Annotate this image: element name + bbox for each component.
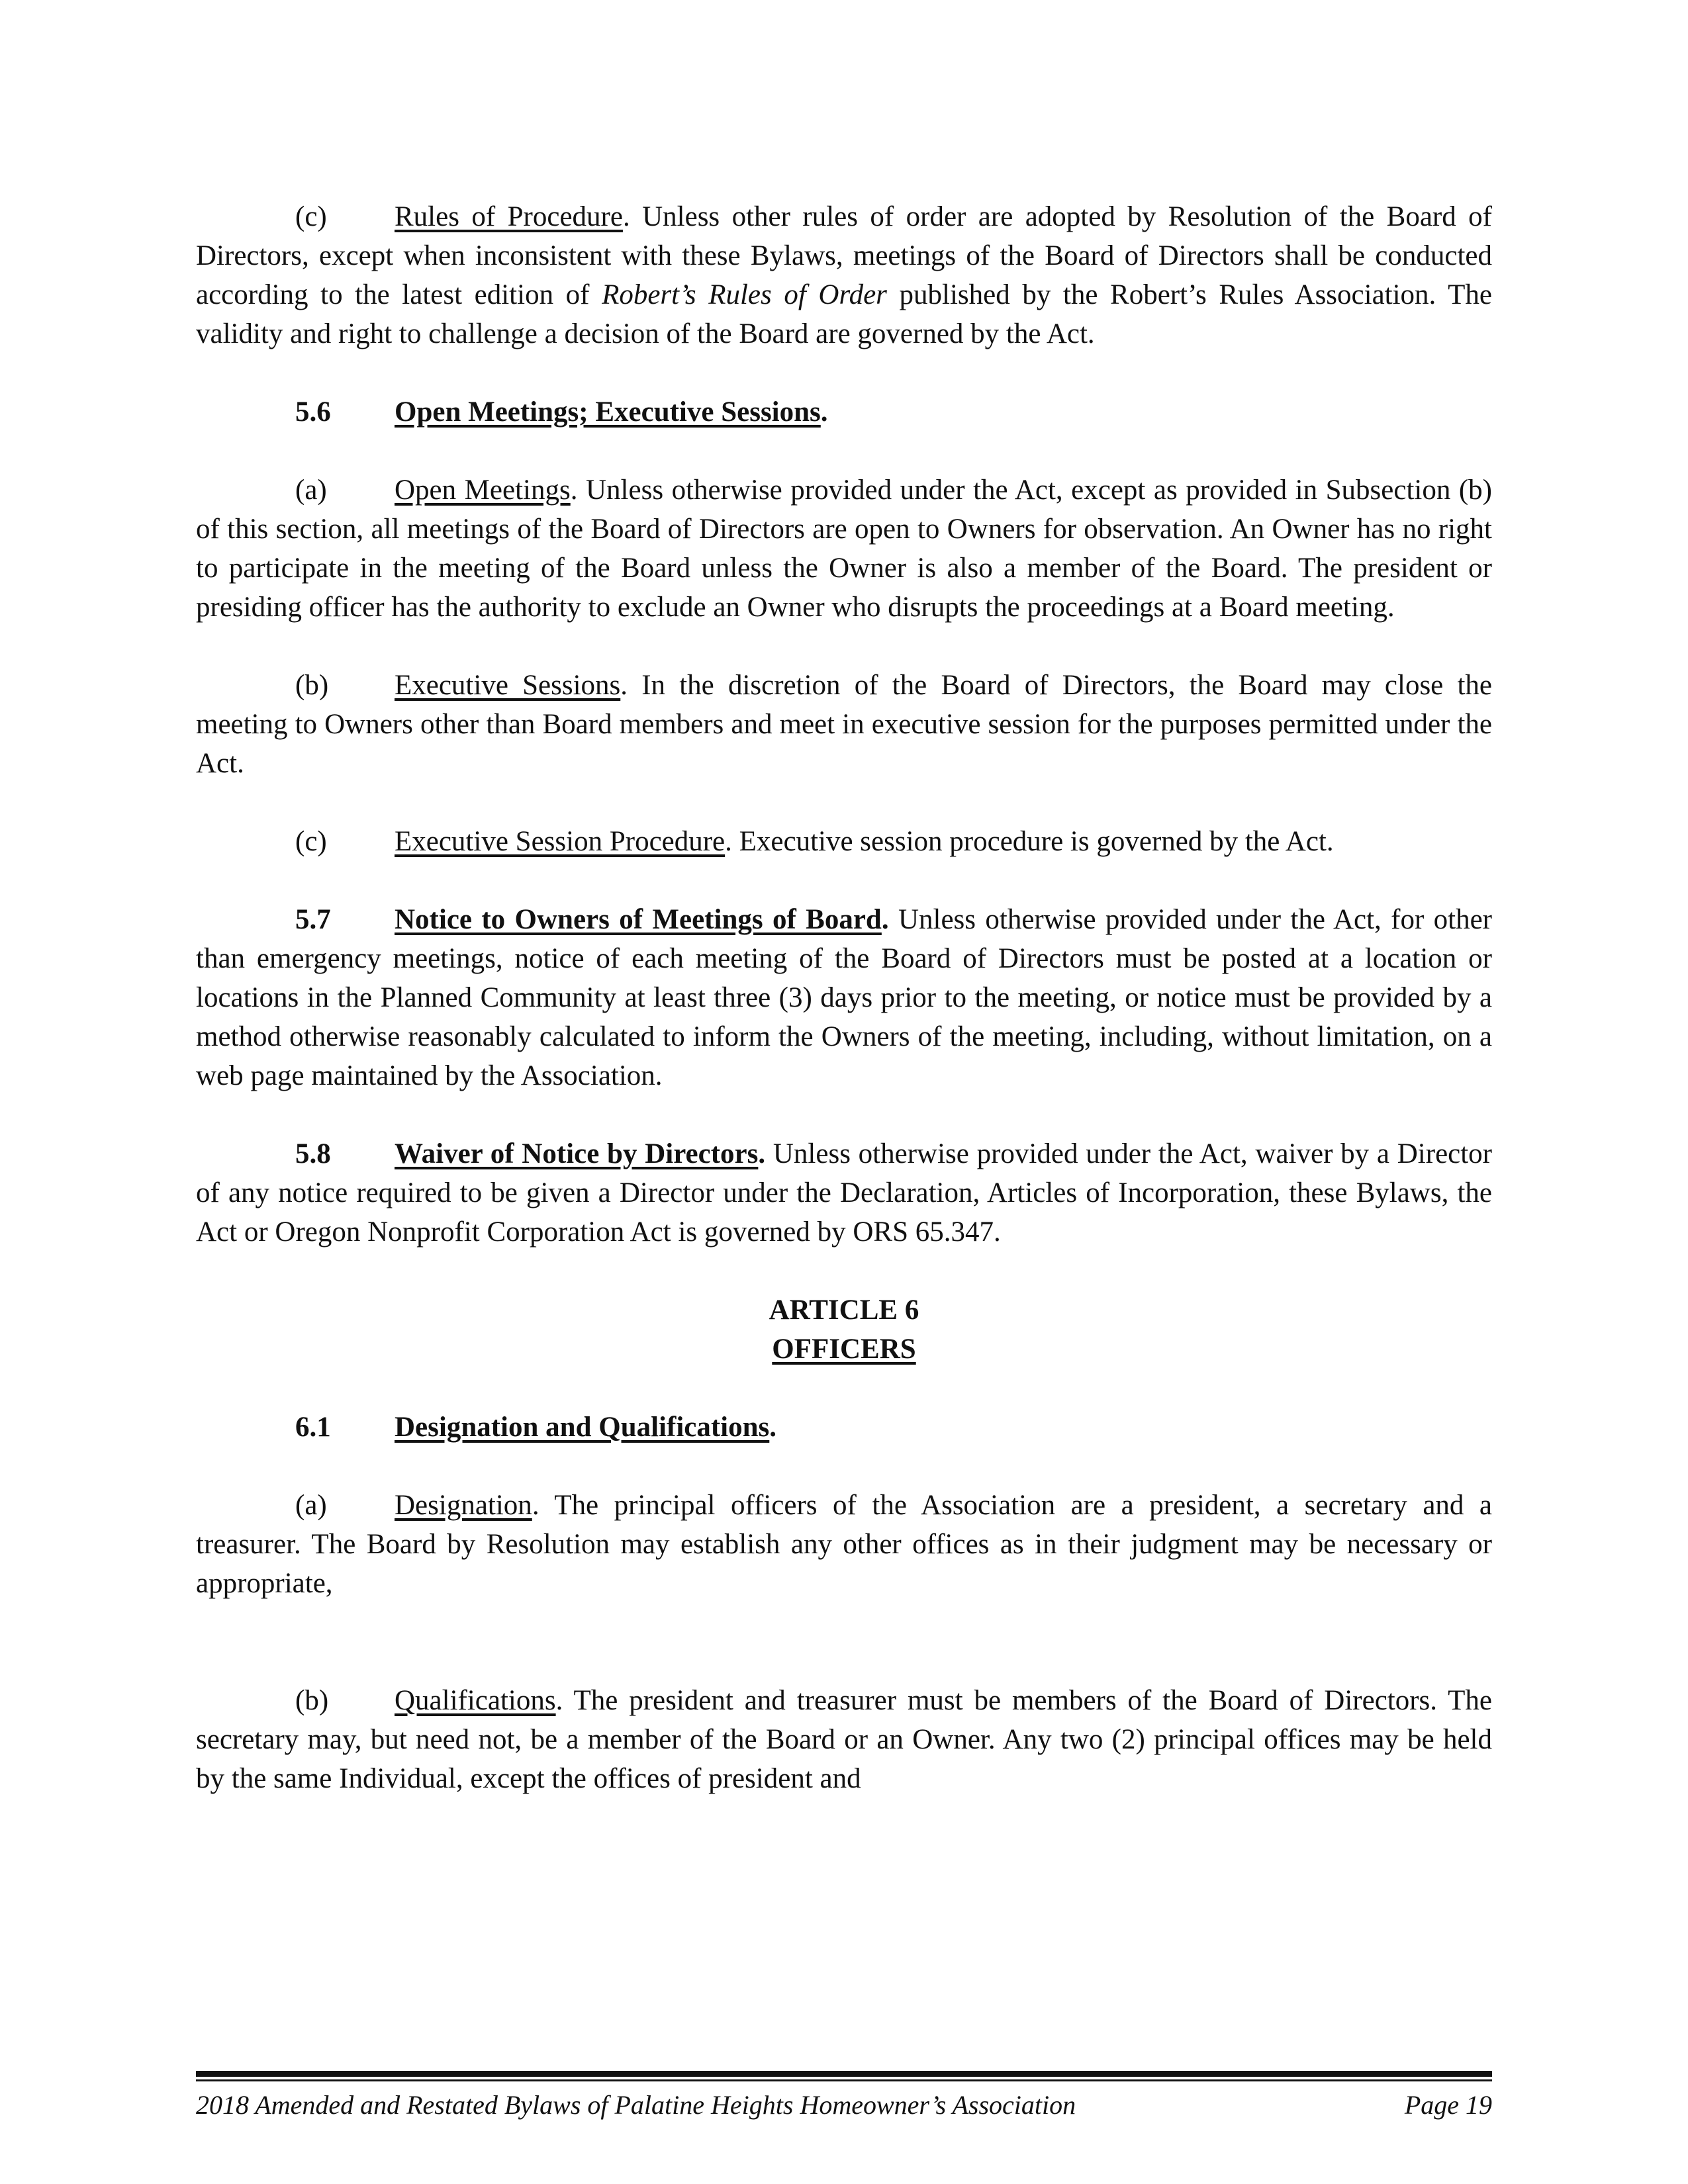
section-number: 6.1	[295, 1412, 331, 1443]
footer-rule-thin	[196, 2079, 1492, 2081]
page-footer	[196, 2087, 1492, 2124]
article-heading	[196, 1291, 1492, 1369]
executive-session-procedure-paragraph: (c) Executive Session Procedure. Executive session procedure is governed by the Act.	[196, 822, 1492, 861]
section-title: Designation and Qualifications	[395, 1412, 770, 1443]
qualifications-paragraph: (b) Qualifications. The president and treasurer must be members of the Board of Directors. The secretary may, but need not, be a member of the Board or an Owner. Any two (2) principal offices may be held by the same Individual, except the offices of president and	[196, 1681, 1492, 1798]
section-number: 5.6	[295, 396, 331, 428]
paragraph-label: (a)	[295, 1490, 327, 1521]
paragraph-heading: Designation	[395, 1490, 532, 1521]
footer-page-number: Page 19	[1404, 2090, 1492, 2120]
executive-sessions-paragraph: (b) Executive Sessions. In the discretion of the Board of Directors, the Board may close the meeting to Owners other than Board members and meet in executive session for the purposes permitted under the Act.	[196, 666, 1492, 783]
paragraph-label: (a)	[295, 475, 327, 506]
footer-rule-thick	[196, 2071, 1492, 2077]
section-title: Open Meetings; Executive Sessions	[395, 396, 821, 428]
section-5-8-paragraph: 5.8 Waiver of Notice by Directors. Unless otherwise provided under the Act, waiver by a Director of any notice required to be given a Director under the Declaration, Articles of Incorporation, these Bylaws, the Act or Oregon Nonprofit Corporation Act is governed by ORS 65.347.	[196, 1134, 1492, 1251]
rules-of-procedure-paragraph: (c) Rules of Procedure. Unless other rules of order are adopted by Resolution of the Board of Directors, except when inconsistent with these Bylaws, meetings of the Board of Directors shall be conducted according to the latest edition of Robert’s Rules of Order published by the Robert’s Rules Association. The validity and right to challenge a decision of the Board are governed by the Act.	[196, 197, 1492, 353]
document-body	[196, 197, 1492, 1798]
paragraph-label: (b)	[295, 670, 329, 701]
paragraph-label: (c)	[295, 201, 327, 232]
section-number: 5.7	[295, 904, 331, 935]
paragraph-heading: Open Meetings	[395, 475, 571, 506]
article-title: OFFICERS	[772, 1334, 916, 1365]
footer-document-title: 2018 Amended and Restated Bylaws of Palatine Heights Homeowner’s Association	[196, 2090, 1076, 2120]
roberts-rules-title: Robert’s Rules of Order	[602, 279, 887, 310]
paragraph-heading: Qualifications	[395, 1685, 556, 1716]
section-title: Waiver of Notice by Directors	[395, 1138, 759, 1169]
designation-paragraph: (a) Designation. The principal officers of the Association are a president, a secretary and a treasurer. The Board by Resolution may establish any other offices as in their judgment may be necessary or appropriate,	[196, 1486, 1492, 1603]
section-5-7-paragraph: 5.7 Notice to Owners of Meetings of Board. Unless otherwise provided under the Act, for other than emergency meetings, notice of each meeting of the Board of Directors must be posted at a location or locations in the Planned Community at least three (3) days prior to the meeting, or notice must be provided by a method otherwise reasonably calculated to inform the Owners of the meeting, including, without limitation, on a web page maintained by the Association.	[196, 900, 1492, 1095]
paragraph-label: (c)	[295, 826, 327, 857]
paragraph-heading: Rules of Procedure	[395, 201, 623, 232]
section-heading-6-1: 6.1 Designation and Qualifications.	[196, 1408, 1492, 1447]
paragraph-heading: Executive Session Procedure	[395, 826, 726, 857]
open-meetings-paragraph: (a) Open Meetings. Unless otherwise provided under the Act, except as provided in Subsection (b) of this section, all meetings of the Board of Directors are open to Owners for observation. An Owner has no right to participate in the meeting of the Board unless the Owner is also a member of the Board. The president or presiding officer has the authority to exclude an Owner who disrupts the proceedings at a Board meeting.	[196, 471, 1492, 627]
paragraph-heading: Executive Sessions	[395, 670, 621, 701]
section-heading-5-6: 5.6 Open Meetings; Executive Sessions.	[196, 392, 1492, 432]
paragraph-label: (b)	[295, 1685, 329, 1716]
section-title: Notice to Owners of Meetings of Board	[395, 904, 882, 935]
article-number: ARTICLE 6	[769, 1295, 919, 1326]
section-number: 5.8	[295, 1138, 331, 1169]
